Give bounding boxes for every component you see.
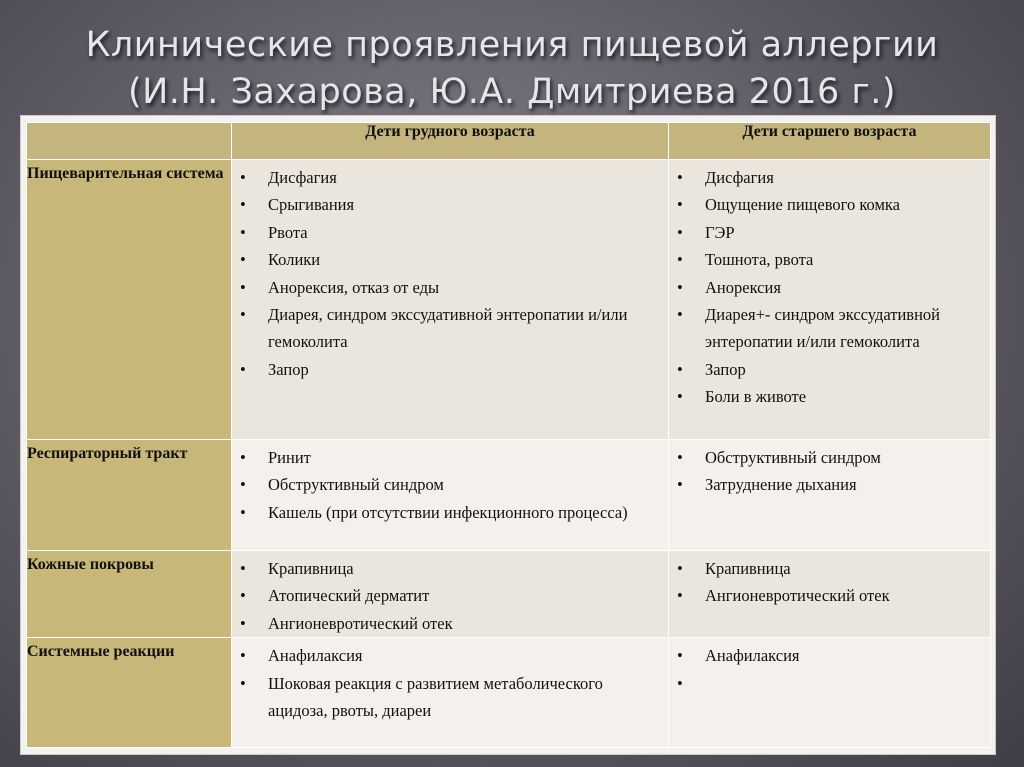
infants-cell xyxy=(232,551,669,638)
table-row-skin xyxy=(27,551,991,638)
list-item: • Атопический дерматит xyxy=(232,582,662,609)
list-item: • Дисфагия xyxy=(669,164,984,191)
row-category: Пищеварительная система xyxy=(27,160,232,440)
slide-title-line-1: Клинические проявления пищевой аллергии xyxy=(85,25,939,65)
table-row-systemic xyxy=(27,638,991,748)
older-cell xyxy=(669,638,991,748)
list-item: • Запор xyxy=(232,356,662,383)
bullet-list xyxy=(669,551,990,610)
list-item: • ГЭР xyxy=(669,219,984,246)
list-item: • Диарея+- синдром экссудативной энтеропатии и/или гемоколита xyxy=(669,301,984,356)
header-empty-cell xyxy=(27,123,232,160)
bullet-list xyxy=(232,160,668,383)
bullet-list xyxy=(232,638,668,724)
bullet-list xyxy=(669,440,990,499)
list-item: • Боли в животе xyxy=(669,383,984,410)
list-item: • Обструктивный синдром xyxy=(232,471,662,498)
list-item: • Анорексия xyxy=(669,274,984,301)
header-infants: Дети грудного возраста xyxy=(232,123,669,160)
allergy-manifestations-table xyxy=(26,122,991,748)
bullet-list xyxy=(232,551,668,637)
slide-title xyxy=(0,22,1024,116)
bullet-list xyxy=(669,638,990,669)
infants-cell xyxy=(232,638,669,748)
list-item: • Запор xyxy=(669,356,984,383)
older-cell xyxy=(669,440,991,551)
infants-cell xyxy=(232,160,669,440)
list-item: • Колики xyxy=(232,246,662,273)
list-item: • Срыгивания xyxy=(232,191,662,218)
list-item: • Крапивница xyxy=(232,555,662,582)
list-item: • Дисфагия xyxy=(232,164,662,191)
list-item: • Ринит xyxy=(232,444,662,471)
list-item: • Кашель (при отсутствии инфекционного процесса) xyxy=(232,499,662,526)
list-item: • Анорексия, отказ от еды xyxy=(232,274,662,301)
row-category: Кожные покровы xyxy=(27,551,232,638)
list-item: • Затруднение дыхания xyxy=(669,471,984,498)
row-category: Системные реакции xyxy=(27,638,232,748)
row-category: Респираторный тракт xyxy=(27,440,232,551)
bullet-list xyxy=(232,440,668,526)
list-item: • Шоковая реакция с развитием метаболического ацидоза, рвоты, диареи xyxy=(232,670,662,725)
infants-cell xyxy=(232,440,669,551)
table-header-row xyxy=(27,123,991,160)
list-item: • Анафилаксия xyxy=(232,642,662,669)
list-item: • Ощущение пищевого комка xyxy=(669,191,984,218)
list-item: • Анафилаксия xyxy=(669,642,984,669)
table-row-digestive xyxy=(27,160,991,440)
slide-title-line-2: (И.Н. Захарова, Ю.А. Дмитриева 2016 г.) xyxy=(127,72,897,112)
list-item: • Обструктивный синдром xyxy=(669,444,984,471)
bullet-list xyxy=(669,160,990,411)
header-older-children: Дети старшего возраста xyxy=(669,123,991,160)
list-item: • Тошнота, рвота xyxy=(669,246,984,273)
list-item: • Ангионевротический отек xyxy=(232,610,662,637)
list-item: • Ангионевротический отек xyxy=(669,582,984,609)
table-row-respiratory xyxy=(27,440,991,551)
older-cell xyxy=(669,160,991,440)
list-item: • Крапивница xyxy=(669,555,984,582)
list-item: • Диарея, синдром экссудативной энтеропатии и/или гемоколита xyxy=(232,301,662,356)
list-item: • Рвота xyxy=(232,219,662,246)
older-cell xyxy=(669,551,991,638)
